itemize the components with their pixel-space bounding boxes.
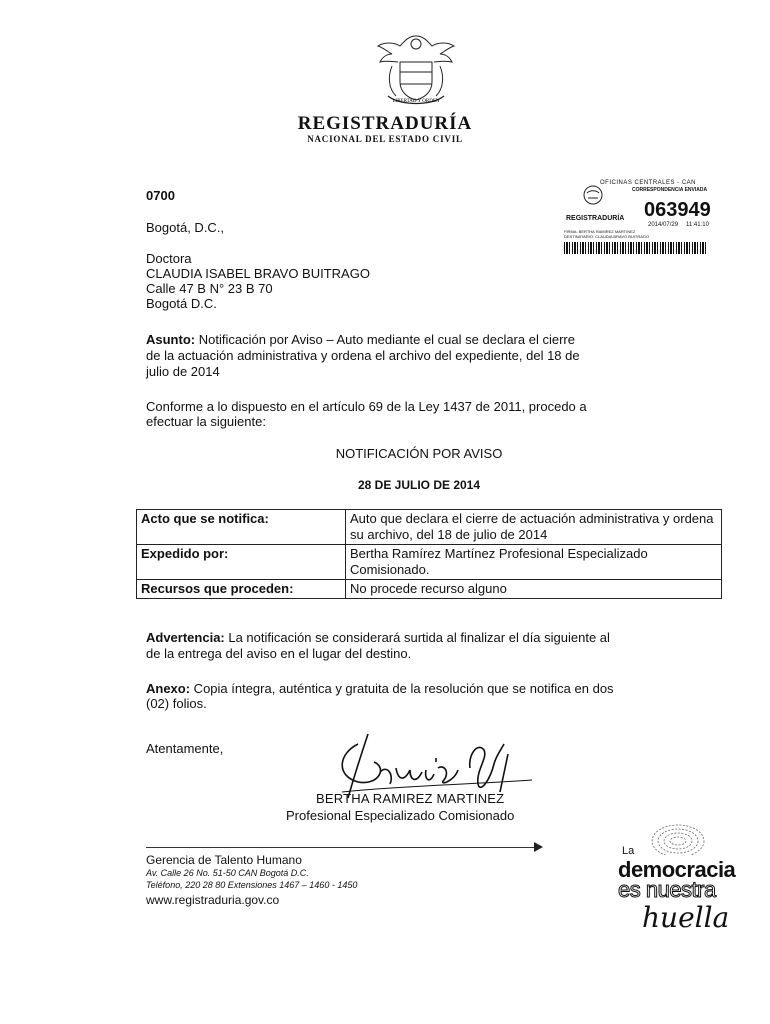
stamp-office: OFICINAS CENTRALES - CAN [600, 180, 697, 186]
crest-ribbon: LIBERTAD Y ORDEN [392, 99, 440, 104]
footer-divider [146, 847, 536, 848]
fingerprint-icon [648, 815, 708, 855]
table-label: Expedido por: [137, 545, 346, 580]
notice-title: NOTIFICACIÓN POR AVISO [335, 446, 503, 461]
slogan-logo [618, 815, 766, 935]
slogan-line-3: es nuestra [618, 877, 716, 902]
closing: Atentamente, [146, 741, 224, 756]
annex-label: Anexo: [146, 681, 191, 696]
footer-department: Gerencia de Talento Humano [146, 853, 302, 867]
slogan-line-1: La [622, 845, 635, 857]
table-row [137, 510, 722, 545]
table-value: No procede recurso alguno [346, 580, 722, 599]
table-row [137, 580, 722, 599]
letter-code: 0700 [146, 188, 175, 203]
warning-line-2: de la entrega del aviso en el lugar del destino. [146, 646, 412, 661]
stamp-brand: REGISTRADURÍA [566, 215, 625, 222]
subject-line-3: julio de 2014 [146, 364, 220, 379]
org-name: REGISTRADURÍA [297, 113, 473, 134]
footer-website: www.registraduria.gov.co [146, 893, 280, 907]
intro-line-2: efectuar la siguiente: [146, 414, 266, 429]
arrow-right-icon [534, 842, 543, 852]
signer-name: BERTHA RAMIREZ MARTINEZ [316, 791, 505, 806]
recipient-city: Bogotá D.C. [146, 296, 217, 311]
stamp-type: CORRESPONDENCIA ENVIADA [632, 187, 708, 193]
footer-phone: Teléfono, 220 28 80 Extensiones 1467 – 1460 - 1450 [146, 880, 358, 890]
recipient-name: CLAUDIA ISABEL BRAVO BUITRAGO [146, 266, 370, 281]
barcode [564, 242, 708, 254]
coat-of-arms-icon [370, 32, 462, 108]
slogan-line-2: democracia [618, 857, 736, 882]
warning-text-1: La notificación se considerará surtida al finalizar el día siguiente al [224, 630, 610, 645]
warning-label: Advertencia: [146, 630, 225, 645]
stamp-signer: FIRMA: BERTHA RAMIREZ MARTINEZ [564, 229, 636, 234]
annex-text-1: Copia íntegra, auténtica y gratuita de la resolución que se notifica en dos [190, 681, 614, 696]
stamp-number: 063949 [644, 199, 711, 221]
letter-city: Bogotá, D.C., [146, 220, 225, 235]
correspondence-stamp [560, 178, 712, 260]
footer-address: Av. Calle 26 No. 51-50 CAN Bogotá D.C. [146, 868, 309, 878]
intro-line-1: Conforme a lo dispuesto en el artículo 69 de la Ley 1437 de 2011, procedo a [146, 399, 587, 414]
stamp-time: 11:41:10 [686, 222, 709, 228]
table-value: Auto que declara el cierre de actuación administrativa y ordena su archivo, del 18 de julio de 2014 [346, 510, 722, 545]
subject-line-1 [146, 332, 575, 348]
notice-date: 28 DE JULIO DE 2014 [357, 478, 481, 492]
annex-line-1 [146, 681, 614, 697]
table-label: Acto que se notifica: [137, 510, 346, 545]
subject-line-2: de la actuación administrativa y ordena el archivo del expediente, del 18 de [146, 348, 580, 363]
table-row [137, 545, 722, 580]
recipient-address: Calle 47 B N° 23 B 70 [146, 281, 273, 296]
notice-table [136, 509, 722, 599]
signer-title: Profesional Especializado Comisionado [286, 808, 515, 823]
table-label: Recursos que proceden: [137, 580, 346, 599]
table-value: Bertha Ramírez Martínez Profesional Especializado Comisionado. [346, 545, 722, 580]
org-subtitle: NACIONAL DEL ESTADO CIVIL [307, 134, 463, 144]
warning-line-1 [146, 630, 610, 646]
annex-line-2: (02) folios. [146, 696, 207, 711]
subject-label: Asunto: [146, 332, 196, 347]
subject-text-1: Notificación por Aviso – Auto mediante el cual se declara el cierre [195, 332, 575, 347]
stamp-emblem-icon [582, 184, 604, 206]
slogan-line-4: huella [642, 901, 730, 934]
salutation: Doctora [146, 251, 192, 266]
stamp-date: 2014/07/29 [648, 222, 679, 228]
stamp-recipient: DESTINATARIO: CLAUDIA BRAVO BUITRAGO [564, 234, 650, 239]
